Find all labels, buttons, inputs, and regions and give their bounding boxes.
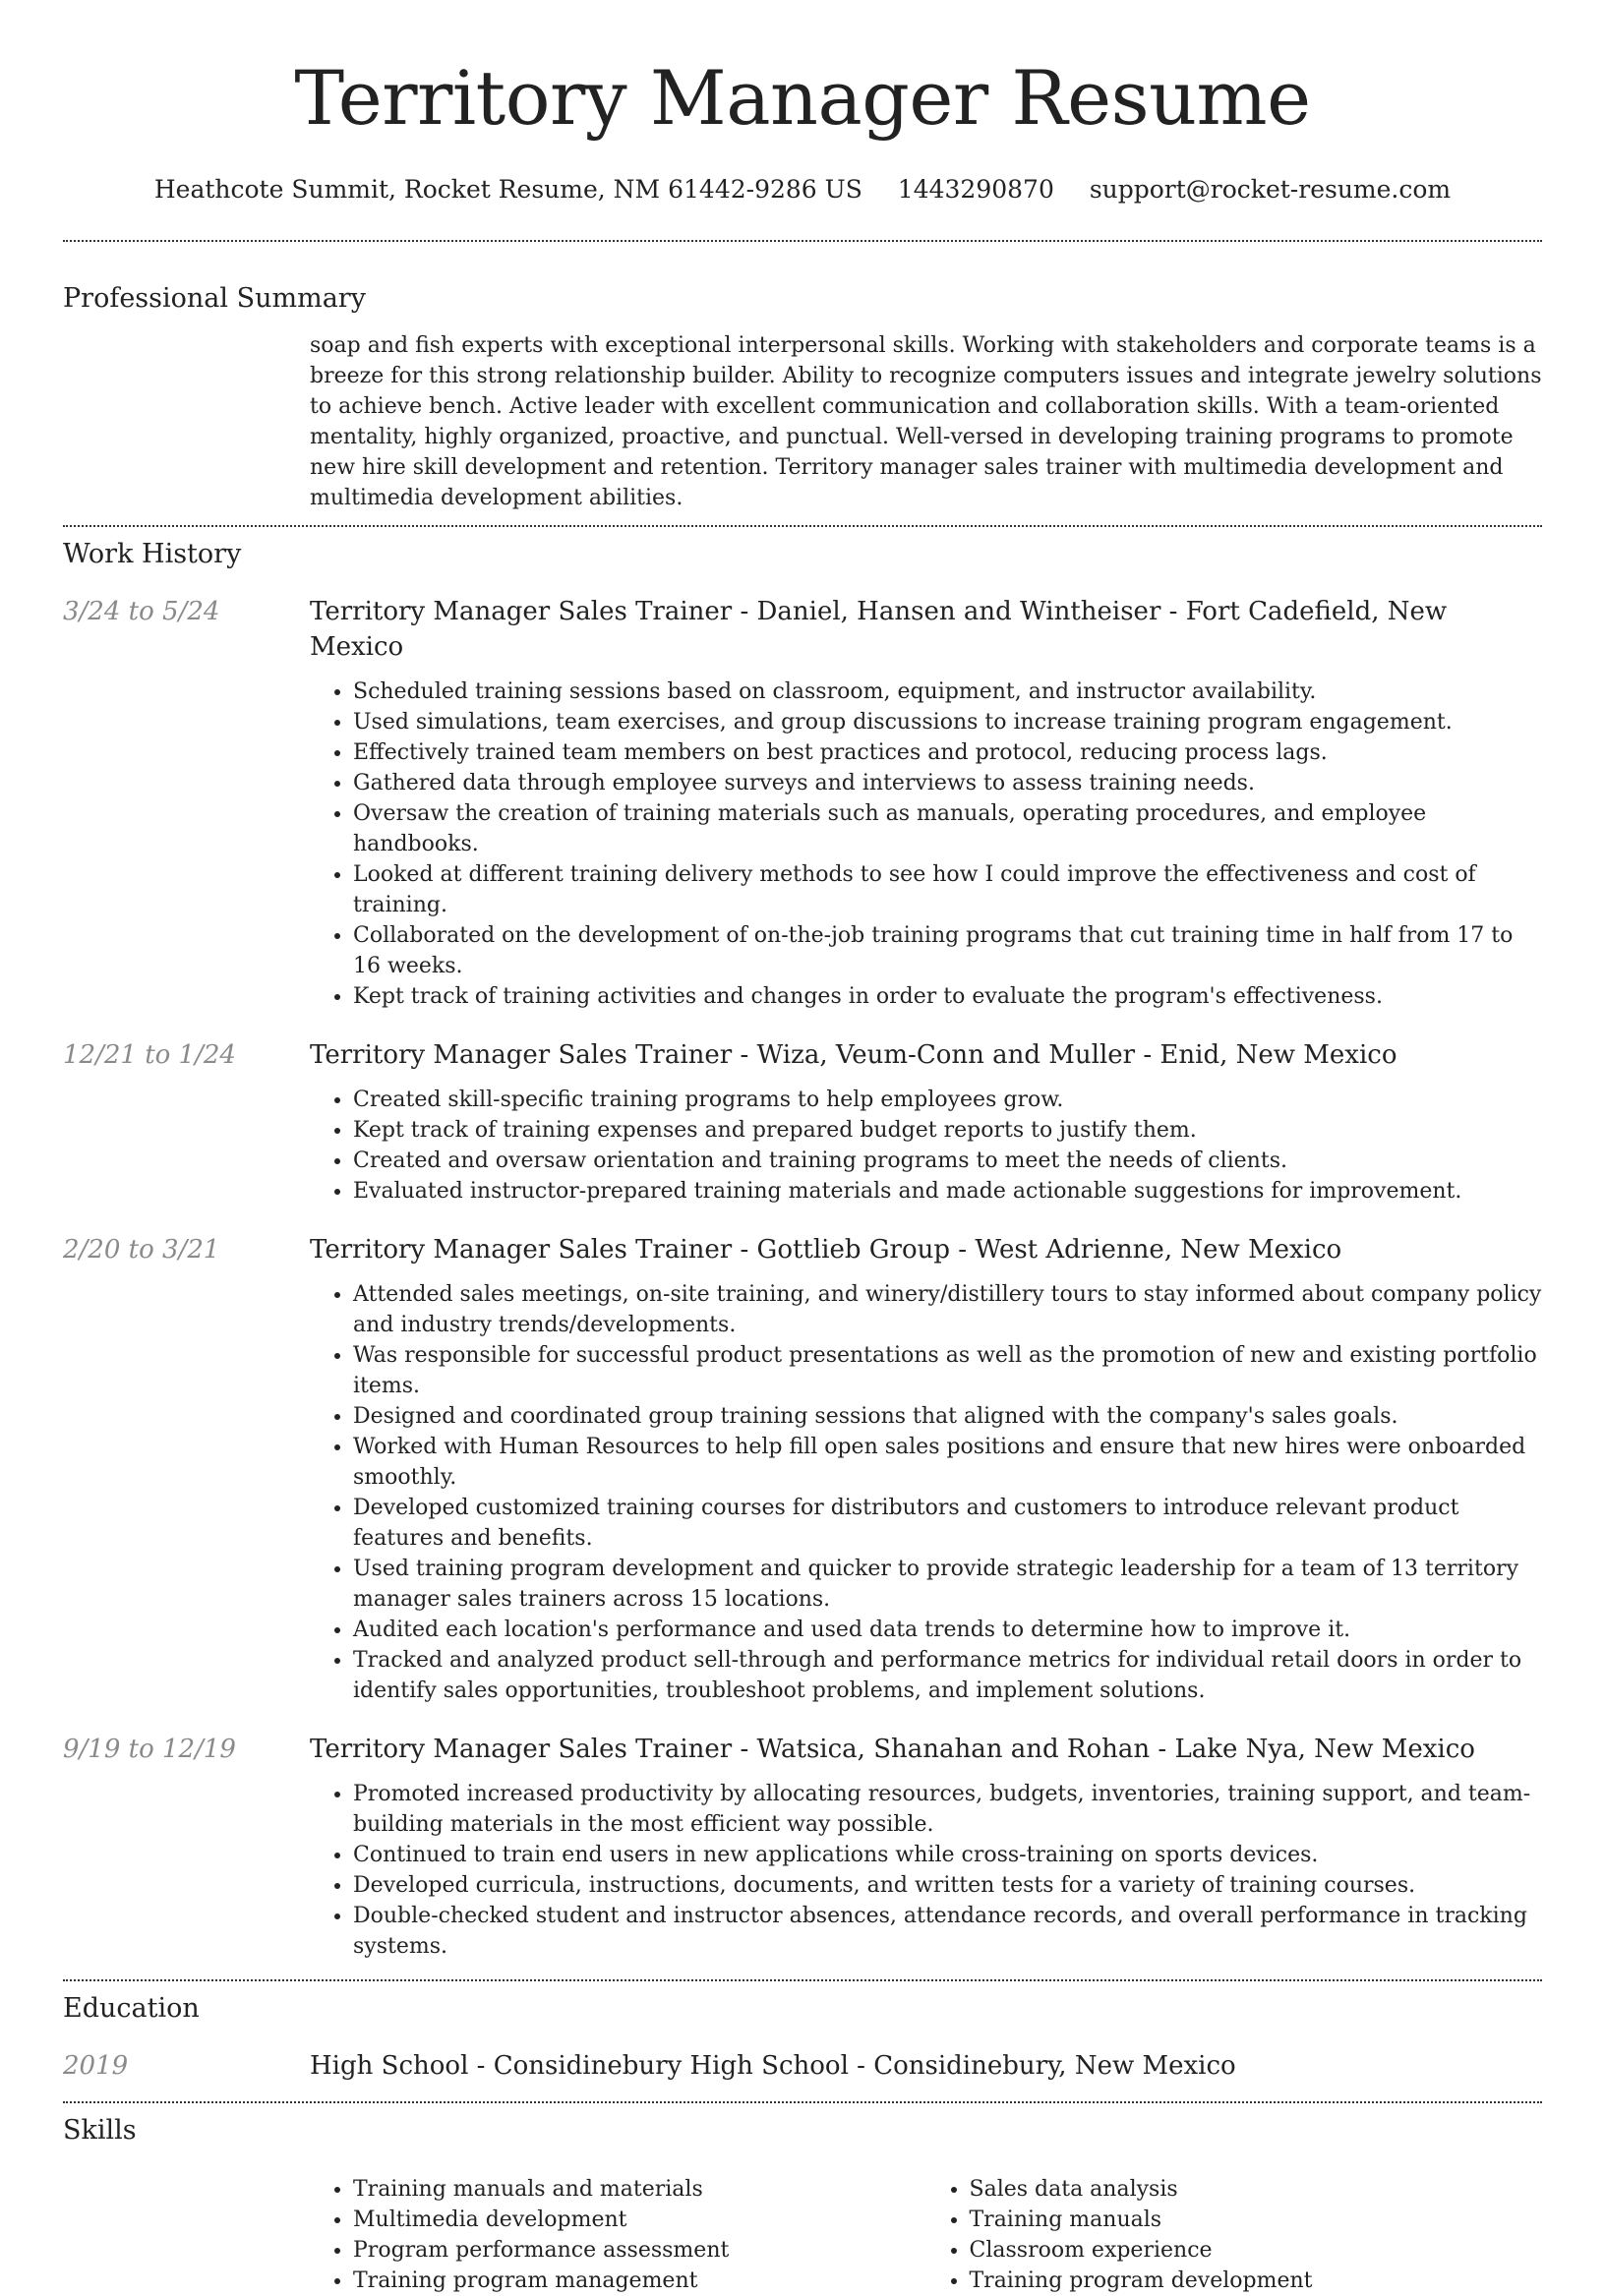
skills-heading: Skills [63,2115,137,2146]
list-item: • Worked with Human Resources to help fill open sales positions and ensure that new hires were onboarded smoothly. [353,1432,1542,1493]
list-item: • Oversaw the creation of training materials such as manuals, operating procedures, and employee handbooks. [353,798,1542,859]
list-item: • Multimedia development [353,2205,926,2235]
job-title: Territory Manager Sales Trainer - Gottlieb Group - West Adrienne, New Mexico [310,1235,1342,1265]
list-item: • Was responsible for successful product presentations as well as the promotion of new and existing portfolio items. [353,1340,1542,1401]
job-entry [63,1732,1542,1962]
list-item: • Developed curricula, instructions, documents, and written tests for a variety of training courses. [353,1870,1542,1901]
list-item: • Used simulations, team exercises, and group discussions to increase training program engagement. [353,707,1542,737]
job-dates: 9/19 to 12/19 [63,1735,236,1764]
divider [63,525,1542,527]
contact-phone: 1443290870 [897,175,1054,204]
job-dates: 2/20 to 3/21 [63,1235,220,1265]
divider [63,1979,1542,1981]
job-bullets [310,1279,1542,1706]
divider [63,240,1542,242]
list-item: • Kept track of training expenses and prepared budget reports to justify them. [353,1115,1542,1146]
job-bullets [310,1779,1542,1962]
list-item: • Effectively trained team members on best practices and protocol, reducing process lags. [353,737,1542,768]
resume-page [63,0,1542,2296]
list-item: • Collaborated on the development of on-the-job training programs that cut training time in half from 17 to 16 weeks. [353,920,1542,981]
list-item: • Training program development [970,2266,1543,2296]
skills-column-2 [926,2174,1543,2296]
skills-list [310,2174,1542,2296]
job-dates: 12/21 to 1/24 [63,1040,236,1070]
resume-title: Territory Manager Resume [294,54,1311,142]
list-item: • Evaluated instructor-prepared training materials and made actionable suggestions for improvement. [353,1176,1542,1207]
job-entry [63,1037,1542,1207]
job-entry [63,1232,1542,1706]
list-item: • Looked at different training delivery methods to see how I could improve the effectiveness and cost of training. [353,859,1542,920]
job-title: Territory Manager Sales Trainer - Watsica, Shanahan and Rohan - Lake Nya, New Mexico [310,1735,1475,1764]
summary-text: soap and fish experts with exceptional interpersonal skills. Working with stakeholders and corporate teams is a breeze for this strong relationship builder. Ability to recognize computers issues and integrate jewelry solutions to achieve bench. Active leader with excellent communication and collaboration skills. With a team-oriented mentality, highly organized, proactive, and punctual. Well-versed in developing training programs to promote new hire skill development and retention. Territory manager sales trainer with multimedia development and multimedia development abilities. [310,333,1542,510]
work-history-heading: Work History [63,539,242,569]
job-dates: 3/24 to 5/24 [63,597,220,626]
list-item: • Created and oversaw orientation and training programs to meet the needs of clients. [353,1146,1542,1176]
list-item: • Created skill-specific training programs to help employees grow. [353,1085,1542,1115]
list-item: • Developed customized training courses for distributors and customers to introduce relevant product features and benefits. [353,1493,1542,1554]
contact-email: support@rocket-resume.com [1089,175,1452,204]
job-bullets [310,1085,1542,1207]
divider [63,2101,1542,2103]
skills-column-1 [310,2174,926,2296]
list-item: • Attended sales meetings, on-site training, and winery/distillery tours to stay informed about company policy and industry trends/developments. [353,1279,1542,1340]
list-item: • Sales data analysis [970,2174,1543,2205]
education-entry: High School - Considinebury High School - Considinebury, New Mexico [310,2051,1236,2081]
job-bullets [310,677,1542,1012]
list-item: • Double-checked student and instructor absences, attendance records, and overall performance in tracking systems. [353,1901,1542,1962]
education-year: 2019 [63,2051,129,2081]
list-item: • Training manuals [970,2205,1543,2235]
list-item: • Classroom experience [970,2235,1543,2266]
list-item: • Kept track of training activities and changes in order to evaluate the program's effectiveness. [353,981,1542,1012]
list-item: • Gathered data through employee surveys and interviews to assess training needs. [353,768,1542,798]
list-item: • Promoted increased productivity by allocating resources, budgets, inventories, training support, and team-building materials in the most efficient way possible. [353,1779,1542,1840]
job-title: Territory Manager Sales Trainer - Wiza, Veum-Conn and Muller - Enid, New Mexico [310,1040,1397,1070]
list-item: • Audited each location's performance and used data trends to determine how to improve it. [353,1615,1542,1645]
education-heading: Education [63,1993,200,2024]
list-item: • Designed and coordinated group training sessions that aligned with the company's sales goals. [353,1401,1542,1432]
list-item: • Tracked and analyzed product sell-through and performance metrics for individual retail doors in order to identify sales opportunities, troubleshoot problems, and implement solutions. [353,1645,1542,1706]
contact-line [63,173,1542,206]
job-entry [63,594,1542,1012]
list-item: • Training program management [353,2266,926,2296]
contact-address: Heathcote Summit, Rocket Resume, NM 61442-9286 US [153,175,862,204]
list-item: • Program performance assessment [353,2235,926,2266]
summary-heading: Professional Summary [63,283,366,314]
list-item: • Continued to train end users in new applications while cross-training on sports devices. [353,1840,1542,1870]
list-item: • Used training program development and quicker to provide strategic leadership for a team of 13 territory manager sales trainers across 15 locations. [353,1554,1542,1615]
list-item: • Scheduled training sessions based on classroom, equipment, and instructor availability. [353,677,1542,707]
list-item: • Training manuals and materials [353,2174,926,2205]
job-title: Territory Manager Sales Trainer - Daniel, Hansen and Wintheiser - Fort Cadefield, New Mexico [310,597,1448,662]
